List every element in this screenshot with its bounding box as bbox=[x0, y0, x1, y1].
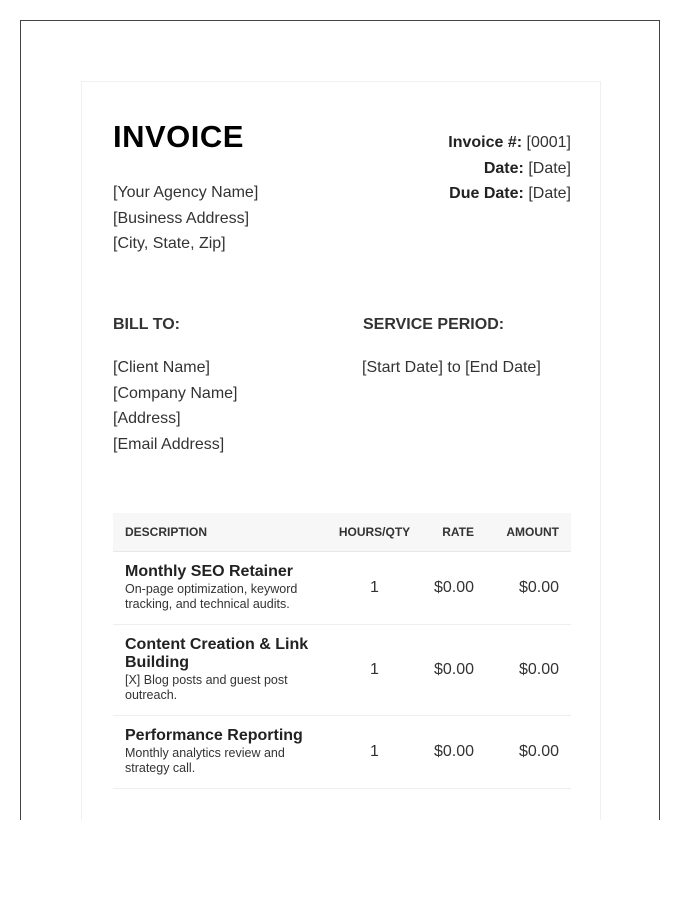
item-rate: $0.00 bbox=[421, 625, 486, 716]
table-row bbox=[113, 625, 571, 716]
table-row bbox=[113, 716, 571, 789]
invoice-meta bbox=[448, 130, 571, 207]
item-description-cell bbox=[113, 552, 328, 625]
bill-to-heading: BILL TO: bbox=[113, 316, 180, 333]
client-email: [Email Address] bbox=[113, 435, 225, 453]
item-name: Content Creation & Link Building bbox=[125, 636, 309, 671]
item-details: [X] Blog posts and guest post outreach. bbox=[125, 673, 288, 702]
invoice-sheet bbox=[81, 81, 601, 820]
invoice-date-value: [Date] bbox=[528, 159, 571, 177]
agency-city: [City, State, Zip] bbox=[113, 235, 226, 252]
item-details: On-page optimization, keyword tracking, and technical audits. bbox=[125, 582, 298, 611]
item-rate: $0.00 bbox=[421, 552, 486, 625]
service-period-heading: SERVICE PERIOD: bbox=[363, 316, 505, 333]
agency-name: [Your Agency Name] bbox=[113, 184, 259, 201]
client-address: [Address] bbox=[113, 410, 181, 427]
item-amount: $0.00 bbox=[486, 625, 571, 716]
line-items-table bbox=[113, 513, 571, 789]
item-qty: 1 bbox=[328, 625, 421, 716]
document-frame bbox=[20, 20, 660, 820]
item-qty: 1 bbox=[328, 552, 421, 625]
client-company: [Company Name] bbox=[113, 384, 238, 402]
invoice-number-line bbox=[448, 130, 571, 156]
client-info bbox=[113, 355, 238, 457]
header-rate: RATE bbox=[421, 513, 486, 552]
item-qty: 1 bbox=[328, 716, 421, 789]
invoice-date-label: Date: bbox=[483, 159, 524, 177]
service-period-value: [Start Date] to [End Date] bbox=[362, 359, 541, 376]
invoice-date-line bbox=[448, 156, 571, 182]
item-name: Monthly SEO Retainer bbox=[125, 563, 294, 580]
header-description: DESCRIPTION bbox=[113, 513, 328, 552]
item-description-cell bbox=[113, 625, 328, 716]
invoice-number-label: Invoice #: bbox=[448, 134, 523, 151]
item-description-cell bbox=[113, 716, 328, 789]
due-date-label: Due Date: bbox=[449, 185, 524, 202]
client-name: [Client Name] bbox=[113, 359, 210, 376]
due-date-line bbox=[448, 181, 571, 207]
table-row bbox=[113, 552, 571, 625]
agency-info bbox=[113, 180, 258, 257]
item-name: Performance Reporting bbox=[125, 727, 303, 744]
due-date-value: [Date] bbox=[528, 185, 571, 202]
table-header-row bbox=[113, 513, 571, 552]
agency-address: [Business Address] bbox=[113, 209, 250, 227]
item-amount: $0.00 bbox=[486, 552, 571, 625]
header-hours-qty: HOURS/QTY bbox=[328, 513, 421, 552]
header-amount: AMOUNT bbox=[486, 513, 571, 552]
invoice-number-value: [0001] bbox=[526, 134, 571, 151]
item-amount: $0.00 bbox=[486, 716, 571, 789]
item-rate: $0.00 bbox=[421, 716, 486, 789]
invoice-title: INVOICE bbox=[113, 119, 244, 154]
item-details: Monthly analytics review and strategy call. bbox=[125, 746, 285, 775]
